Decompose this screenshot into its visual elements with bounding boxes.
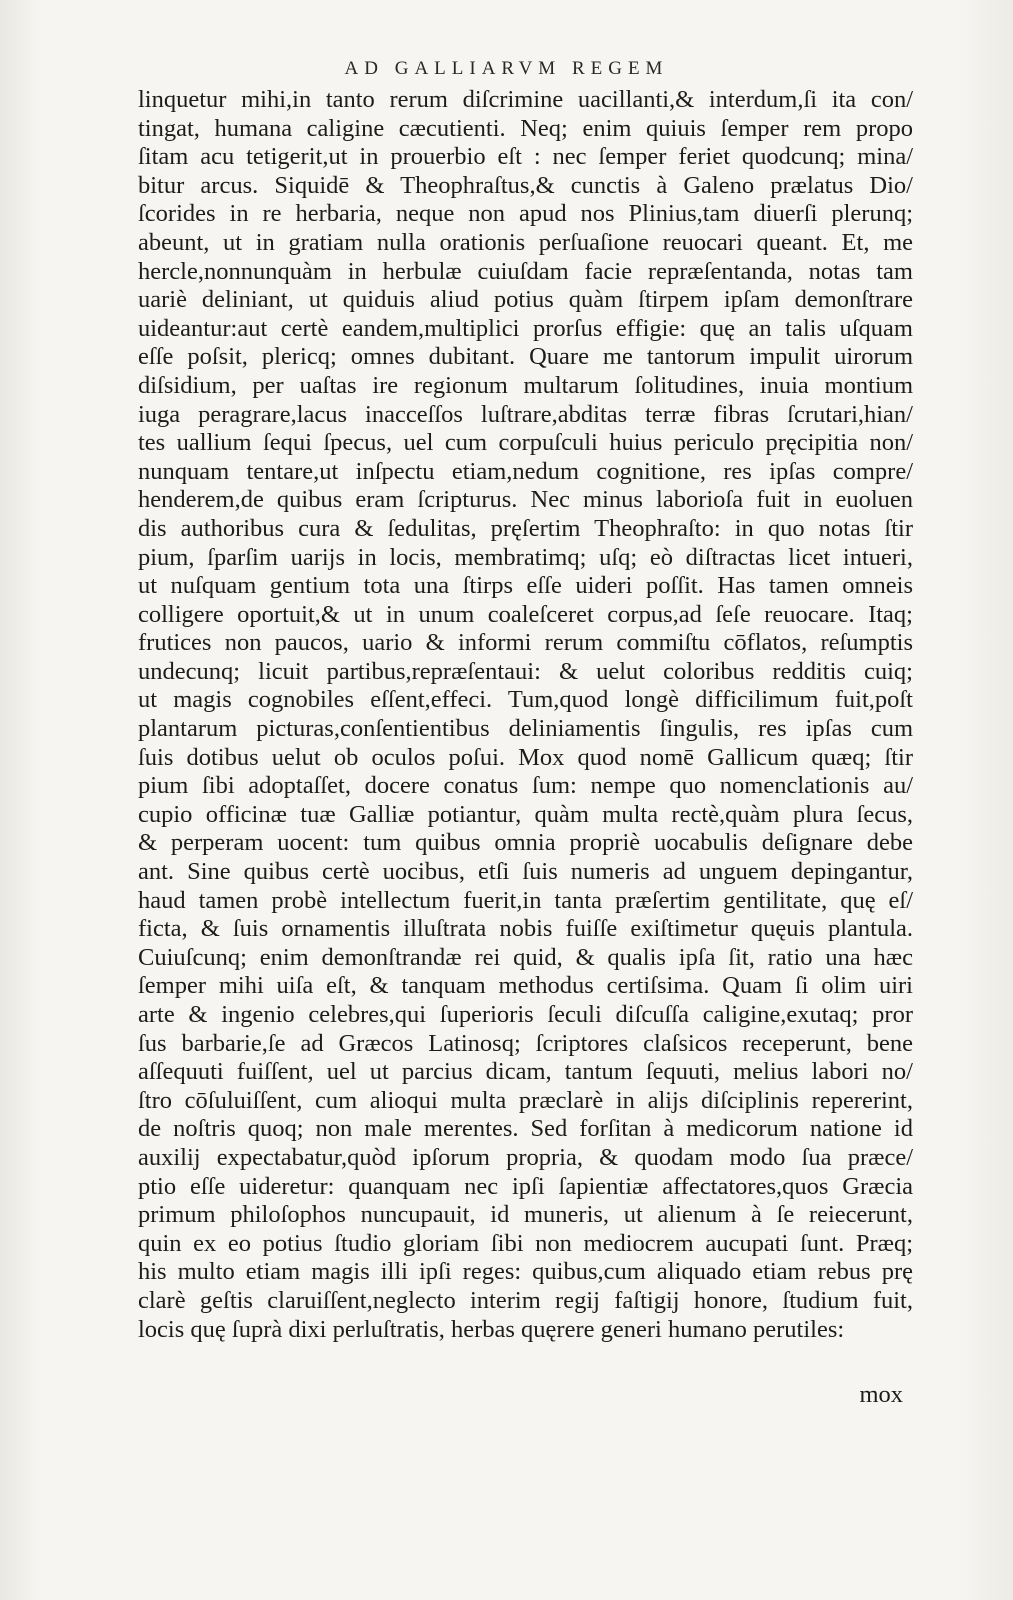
text-line: ſus barbarie,ſe ad Græcos Latinosq; ſcriptores claſsicos receperunt, bene xyxy=(138,1029,913,1057)
text-line: henderem,de quibus eram ſcripturus. Nec minus laborioſa fuit in euoluen xyxy=(138,486,913,514)
text-line: ficta, & ſuis ornamentis illuſtrata nobis fuiſſe exiſtimetur quęuis plantula. xyxy=(138,915,913,943)
text-line: haud tamen probè intellectum fuerit,in tanta præſertim gentilitate, quę eſ/ xyxy=(138,886,913,914)
text-line: frutices non paucos, uario & informi rerum commiſtu cōflatos, reſumptis xyxy=(138,629,913,657)
body-text xyxy=(138,86,913,1344)
text-line: colligere oportuit,& ut in unum coaleſceret corpus,ad ſeſe reuocare. Itaq; xyxy=(138,600,913,628)
text-line: ant. Sine quibus certè uocibus, etſi ſuis numeris ad unguem depingantur, xyxy=(138,858,913,886)
text-line: arte & ingenio celebres,qui ſuperioris ſeculi diſcuſſa caligine,exutaq; pror xyxy=(138,1001,913,1028)
text-line: primum philoſophos nuncupauit, id muneris, ut alienum à ſe reiecerunt, xyxy=(138,1201,913,1229)
text-line: uideantur:aut certè eandem,multiplici prorſus effigie: quę an talis uſquam xyxy=(138,314,913,342)
text-line: linquetur mihi,in tanto rerum diſcrimine uacillanti,& interdum,ſi ita con/ xyxy=(138,86,913,113)
text-line: undecunq; licuit partibus,repræſentaui: & uelut coloribus redditis cuiq; xyxy=(138,657,913,685)
text-line: quin ex eo potius ſtudio gloriam ſibi non mediocrem aucupati ſunt. Præq; xyxy=(138,1229,913,1257)
text-line: ſemper mihi uiſa eſt, & tanquam methodus certiſsima. Quam ſi olim uiri xyxy=(138,972,913,1000)
running-header: AD GALLIARVM REGEM xyxy=(344,58,669,79)
text-line: pium, ſparſim uarijs in locis, membratimq; uſq; eò diſtractas licet intueri, xyxy=(138,543,913,571)
text-line: nunquam tentare,ut inſpectu etiam,nedum cognitione, res ipſas compre/ xyxy=(138,457,913,485)
text-line: tes uallium ſequi ſpecus, uel cum corpuſculi huius periculo pręcipitia non/ xyxy=(138,429,913,457)
text-line: clarè geſtis claruiſſent,neglecto interim regij faſtigij honore, ſtudium fuit, xyxy=(138,1286,913,1314)
text-line: & perperam uocent: tum quibus omnia propriè uocabulis deſignare debe xyxy=(138,829,913,857)
text-line: plantarum picturas,conſentientibus deliniamentis ſingulis, res ipſas cum xyxy=(138,715,913,743)
text-line: eſſe poſsit, plericq; omnes dubitant. Quare me tantorum impulit uirorum xyxy=(138,343,913,371)
text-line: ut nuſquam gentium tota una ſtirps eſſe uideri poſſit. Has tamen omneis xyxy=(138,572,913,600)
text-line: hercle,nonnunquàm in herbulæ cuiuſdam facie repræſentanda, notas tam xyxy=(138,257,913,285)
text-line: locis quę ſuprà dixi perluſtratis, herbas quęrere generi humano perutiles: xyxy=(138,1315,845,1343)
text-line: ſuis dotibus uelut ob oculos poſui. Mox quod nomē Gallicum quæq; ſtir xyxy=(138,743,913,771)
catchword: mox xyxy=(859,1381,903,1408)
text-line: ut magis cognobiles eſſent,effeci. Tum,quod longè difficilimum fuit,poſt xyxy=(138,686,913,714)
text-line: uariè deliniant, ut quiduis aliud potius quàm ſtirpem ipſam demonſtrare xyxy=(138,286,913,314)
text-line: aſſequuti fuiſſent, uel ut parcius dicam, tantum ſequuti, melius labori no/ xyxy=(138,1058,913,1086)
text-line: Cuiuſcunq; enim demonſtrandæ rei quid, & qualis ipſa ſit, ratio una hæc xyxy=(138,943,913,971)
text-line: dis authoribus cura & ſedulitas, pręſertim Theophraſto: in quo notas ſtir xyxy=(138,514,913,542)
text-line: ptio eſſe uideretur: quanquam nec ipſi ſapientiæ affectatores,quos Græcia xyxy=(138,1172,913,1200)
text-line: ſtro cōſuluiſſent, cum alioqui multa præclarè in alijs diſciplinis repererint, xyxy=(138,1086,913,1114)
text-line: iuga peragrare,lacus inacceſſos luſtrare,abditas terræ fibras ſcrutari,hian/ xyxy=(138,400,913,428)
text-line: de noſtris quoq; non male merentes. Sed forſitan à medicorum natione id xyxy=(138,1115,913,1143)
text-line: cupio officinæ tuæ Galliæ potiantur, quàm multa rectè,quàm plura ſecus, xyxy=(138,800,913,828)
text-line: pium ſibi adoptaſſet, docere conatus ſum: nempe quo nomenclationis au/ xyxy=(138,772,913,800)
text-line: tingat, humana caligine cæcutienti. Neq; enim quiuis ſemper rem propo xyxy=(138,114,913,142)
text-line: ſitam acu tetigerit,ut in prouerbio eſt : nec ſemper feriet quodcunq; mina/ xyxy=(138,143,913,171)
text-line: diſsidium, per uaſtas ire regionum multarum ſolitudines, inuia montium xyxy=(138,371,913,399)
text-line: abeunt, ut in gratiam nulla orationis perſuaſione reuocari queant. Et, me xyxy=(138,228,913,256)
text-line: ſcorides in re herbaria, neque non apud nos Plinius,tam diuerſi plerunq; xyxy=(138,200,913,228)
text-line: auxilij expectabatur,quòd ipſorum propria, & quodam modo ſua præce/ xyxy=(138,1143,913,1171)
text-line: his multo etiam magis illi ipſi reges: quibus,cum aliquado etiam rebus prę xyxy=(138,1258,913,1286)
text-line: bitur arcus. Siquidē & Theophraſtus,& cunctis à Galeno prælatus Dio/ xyxy=(138,171,913,199)
